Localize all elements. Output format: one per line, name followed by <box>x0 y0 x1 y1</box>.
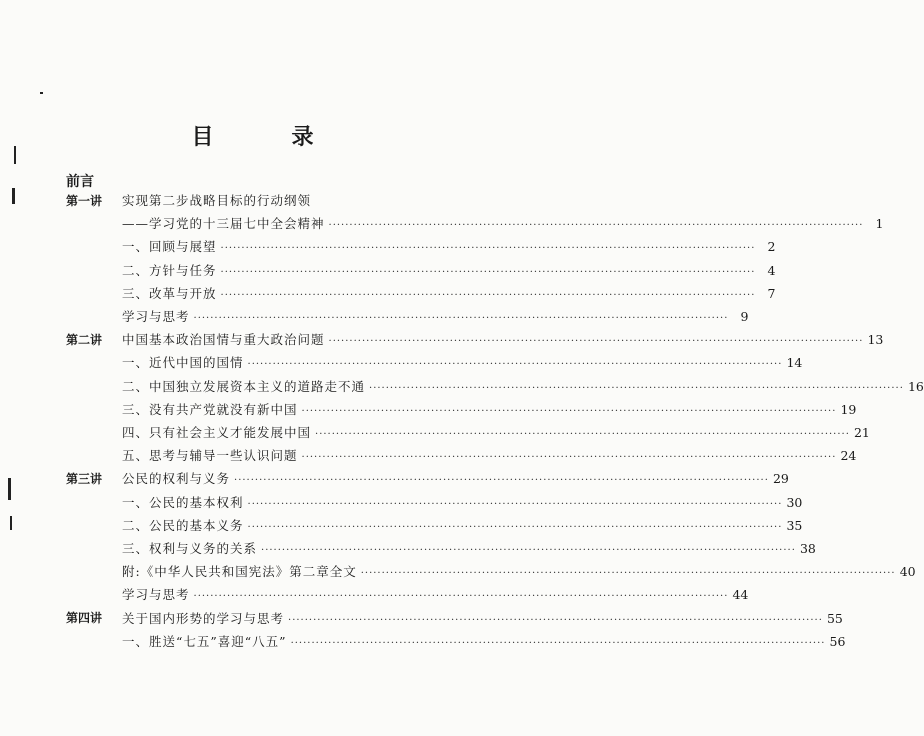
entry-title: 三、改革与开放 <box>122 285 217 301</box>
lecture-label: 第二讲 <box>66 332 103 347</box>
dot-leader <box>248 359 783 370</box>
dot-leader <box>288 615 823 626</box>
toc-entry <box>122 609 843 627</box>
toc-row <box>66 560 916 582</box>
dot-leader <box>302 452 837 463</box>
toc-entry <box>122 423 870 441</box>
toc-row <box>66 189 440 211</box>
toc-row <box>66 491 803 513</box>
lecture-label: 第四讲 <box>66 611 103 626</box>
toc-entry <box>122 562 916 580</box>
entry-title: 三、权利与义务的关系 <box>122 541 258 556</box>
toc-row <box>66 444 857 466</box>
page-number: 4 <box>767 262 776 278</box>
dot-leader <box>221 290 756 301</box>
toc-row <box>66 351 803 373</box>
toc-entry <box>122 585 749 603</box>
toc-entry <box>122 191 440 209</box>
page-number: 56 <box>829 633 846 649</box>
toc-entry <box>122 284 776 302</box>
entry-title: 四、只有社会主义才能发展中国 <box>122 425 312 440</box>
page-number: 29 <box>772 471 789 487</box>
page-number: 7 <box>767 285 776 301</box>
entry-title: 一、胜送“七五”喜迎“八五” <box>122 633 287 649</box>
dot-leader <box>302 406 837 417</box>
toc-entry <box>122 516 803 534</box>
page-number: 2 <box>767 239 776 255</box>
entry-title: 二、中国独立发展资本主义的道路走不通 <box>122 378 366 394</box>
page-number: 1 <box>875 216 884 232</box>
page-number: 38 <box>799 541 816 556</box>
entry-title: 学习与思考 <box>122 587 190 603</box>
toc-row <box>66 282 776 304</box>
toc-row <box>66 421 870 443</box>
toc-entry <box>122 214 884 232</box>
dot-leader <box>329 336 864 347</box>
toc-entry <box>122 446 857 464</box>
page-number: 24 <box>840 448 857 464</box>
toc-row <box>66 259 776 281</box>
dot-leader <box>248 499 783 510</box>
entry-title: 二、公民的基本义务 <box>122 517 244 533</box>
dot-leader <box>234 475 769 486</box>
entry-title: 关于国内形势的学习与思考 <box>122 610 285 626</box>
lecture-label: 第三讲 <box>66 471 103 486</box>
toc-entry <box>122 377 924 395</box>
dot-leader <box>361 568 896 579</box>
toc-entry <box>122 493 803 511</box>
dot-leader <box>248 522 783 533</box>
entry-title: 公民的权利与义务 <box>122 471 231 487</box>
entry-title: 学习与思考 <box>122 309 190 324</box>
toc-entry <box>122 400 857 418</box>
dot-leader <box>194 591 729 602</box>
page-number: 16 <box>907 378 924 394</box>
toc-entry <box>122 353 803 371</box>
toc-row <box>66 467 789 489</box>
lecture-label: 第一讲 <box>66 193 103 208</box>
entry-title: 附:《中华人民共和国宪法》第二章全文 <box>122 564 357 580</box>
page-number: 55 <box>826 610 843 626</box>
page-number: 44 <box>732 587 749 603</box>
toc-entry <box>122 632 846 650</box>
toc-row <box>66 328 884 350</box>
dot-leader <box>291 638 826 649</box>
dot-leader <box>369 383 904 394</box>
preface-entry: 前言 <box>66 174 94 190</box>
page-number: 13 <box>867 332 884 348</box>
toc-row <box>66 235 776 257</box>
toc-entry <box>122 237 776 255</box>
entry-title: 三、没有共产党就没有新中国 <box>122 401 298 417</box>
toc-row <box>66 305 749 327</box>
page-number: 19 <box>840 401 857 417</box>
entry-title: 一、公民的基本权利 <box>122 494 244 510</box>
toc-row <box>66 583 749 605</box>
entry-title: 实现第二步战略目标的行动纲领 <box>122 193 312 208</box>
entry-title: ——学习党的十三届七中全会精神 <box>122 216 325 232</box>
dot-leader <box>315 429 850 440</box>
dot-leader <box>261 545 796 556</box>
toc-row <box>66 398 857 420</box>
entry-title: 一、回顾与展望 <box>122 239 217 255</box>
entry-title: 一、近代中国的国情 <box>122 355 244 371</box>
toc-entry <box>122 539 816 557</box>
toc-row <box>66 212 884 234</box>
dot-leader <box>221 243 756 254</box>
toc-entry <box>122 261 776 279</box>
page-number: 21 <box>853 425 870 440</box>
page-title: 目 录 <box>191 124 342 150</box>
dot-leader <box>194 313 729 324</box>
toc-row <box>66 375 924 397</box>
page-number: 40 <box>899 564 916 580</box>
dot-leader <box>221 267 756 278</box>
toc-row <box>66 607 843 629</box>
toc-entry <box>122 330 884 348</box>
entry-title: 中国基本政治国情与重大政治问题 <box>122 332 325 348</box>
toc-row <box>66 537 816 559</box>
dot-leader <box>329 220 864 231</box>
entry-title: 二、方针与任务 <box>122 262 217 278</box>
page-number: 30 <box>786 494 803 510</box>
page-number: 9 <box>740 309 749 324</box>
page-number: 35 <box>786 517 803 533</box>
entry-title: 五、思考与辅导一些认识问题 <box>122 448 298 464</box>
toc-entry <box>122 307 749 325</box>
page-number: 14 <box>786 355 803 371</box>
toc-row <box>66 630 846 652</box>
toc-row <box>66 514 803 536</box>
toc-entry <box>122 469 789 487</box>
